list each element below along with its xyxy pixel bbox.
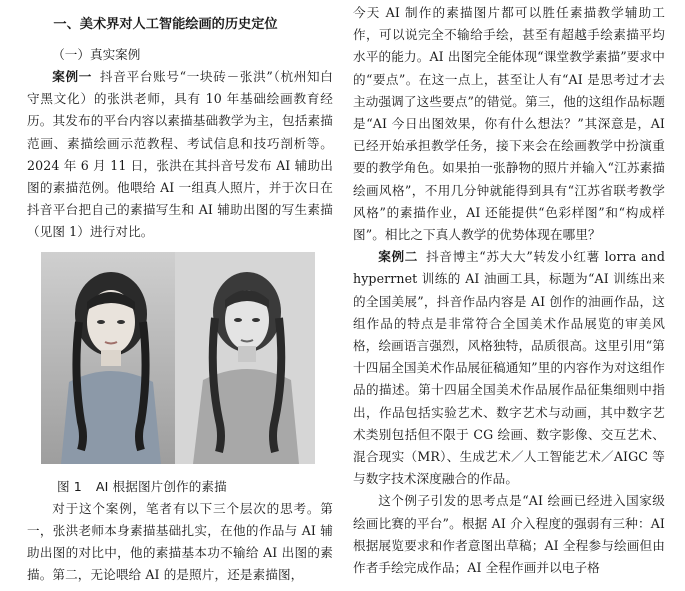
right-paragraph-3: 这个例子引发的思考点是“AI 绘画已经进入国家级绘画比赛的平台”。根据 AI 介入程度的强弱有三种：AI 根据展览要求和作者意图出草稿；AI 全程参与绘画但由作者手绘完成作品；AI 全程作画并以电子格	[353, 493, 665, 576]
figure-1	[27, 252, 333, 476]
right-column	[353, 0, 665, 579]
case2-paragraph	[353, 246, 665, 490]
left-column	[27, 0, 333, 587]
left-paragraph-after-figure: 对于这个案例，笔者有以下三个层次的思考。第一，张洪老师本身素描基础扎实，在他的作品与 AI 辅助出图的对比中，他的素描基本功不输给 AI 出图的素描。第二，无论喂给 AI 的是照片，还是素描图，	[27, 500, 333, 583]
figure1-caption	[27, 476, 333, 498]
case2-label: 案例二	[378, 249, 419, 265]
figure1-photo	[41, 252, 181, 464]
case1-label: 案例一	[52, 69, 93, 84]
case1-text: 抖音平台账号“一块砖－张洪”（杭州知白守黑文化）的张洪老师，具有 10 年基础绘画教育经历。其发布的平台内容以素描基础教学为主，包括素描范画、素描绘画示范教程、考试信息和技巧剖析等。2024 年 6 月 11 日，张洪在其抖音号发布 AI 辅助出图的素描范例。他喂给 AI 一组真人照片，并于次日在抖音平台把自己的素描写生和 AI 辅助出图的写生素描（见图 1）进行对比。	[27, 69, 333, 240]
case2-text: 抖音博主“苏大大”转发小红薯 lorra and hyperrnet 训练的 AI 油画工具，标题为“AI 训练出来的全国美展”，抖音作品内容是 AI 创作的油画作品，这组作品的特点是非常符合全国美术作品展览的审美风格，绘画语言强烈，风格独特，品质很高。这里引用“第十四届全国美术作品展征稿通知”里的内容作为对这组作品的描述。第十四届全国美术作品展作品征集细则中指出，作品包括实验艺术、数字艺术与动画，其中数字艺术类别包括但不限于 CG 绘画、数字影像、交互艺术、混合现实（MR）、生成艺术／人工智能艺术／AIGC 等与数字技术深度融合的作品。	[353, 249, 665, 487]
figure1-ai-sketch	[175, 252, 315, 464]
right-paragraph-1: 今天 AI 制作的素描图片都可以胜任素描教学辅助工作，可以说完全不输给手绘，甚至有超越手绘素描平均水平的能力。AI 出图完全能体现“课堂教学素描”要求中的“要点”。在这一点上，甚至让人有“AI 是思考过才去主动强调了这些要点”的错觉。第三，他的这组作品标题是“AI 今日出图效果，你有什么想法？”其深意是，AI 已经开始承担教学任务，接下来会在绘画教学中扮演重要的教学角色。如果拍一张静物的照片并输入“江苏素描绘画风格”，不用几分钟就能得到具有“江苏省联考教学风格”的素描作业，AI 还能提供“色彩样图”和“构成样图”。相比之下真人教学的优势体现在哪里？	[353, 5, 665, 243]
case1-paragraph	[27, 66, 333, 244]
figure1-number: 图 1	[57, 478, 82, 494]
subsection-title: （一）真实案例	[52, 47, 141, 62]
figure1-caption-text: AI 根据图片创作的素描	[95, 478, 227, 494]
section-title: 一、美术界对人工智能绘画的历史定位	[53, 17, 278, 32]
